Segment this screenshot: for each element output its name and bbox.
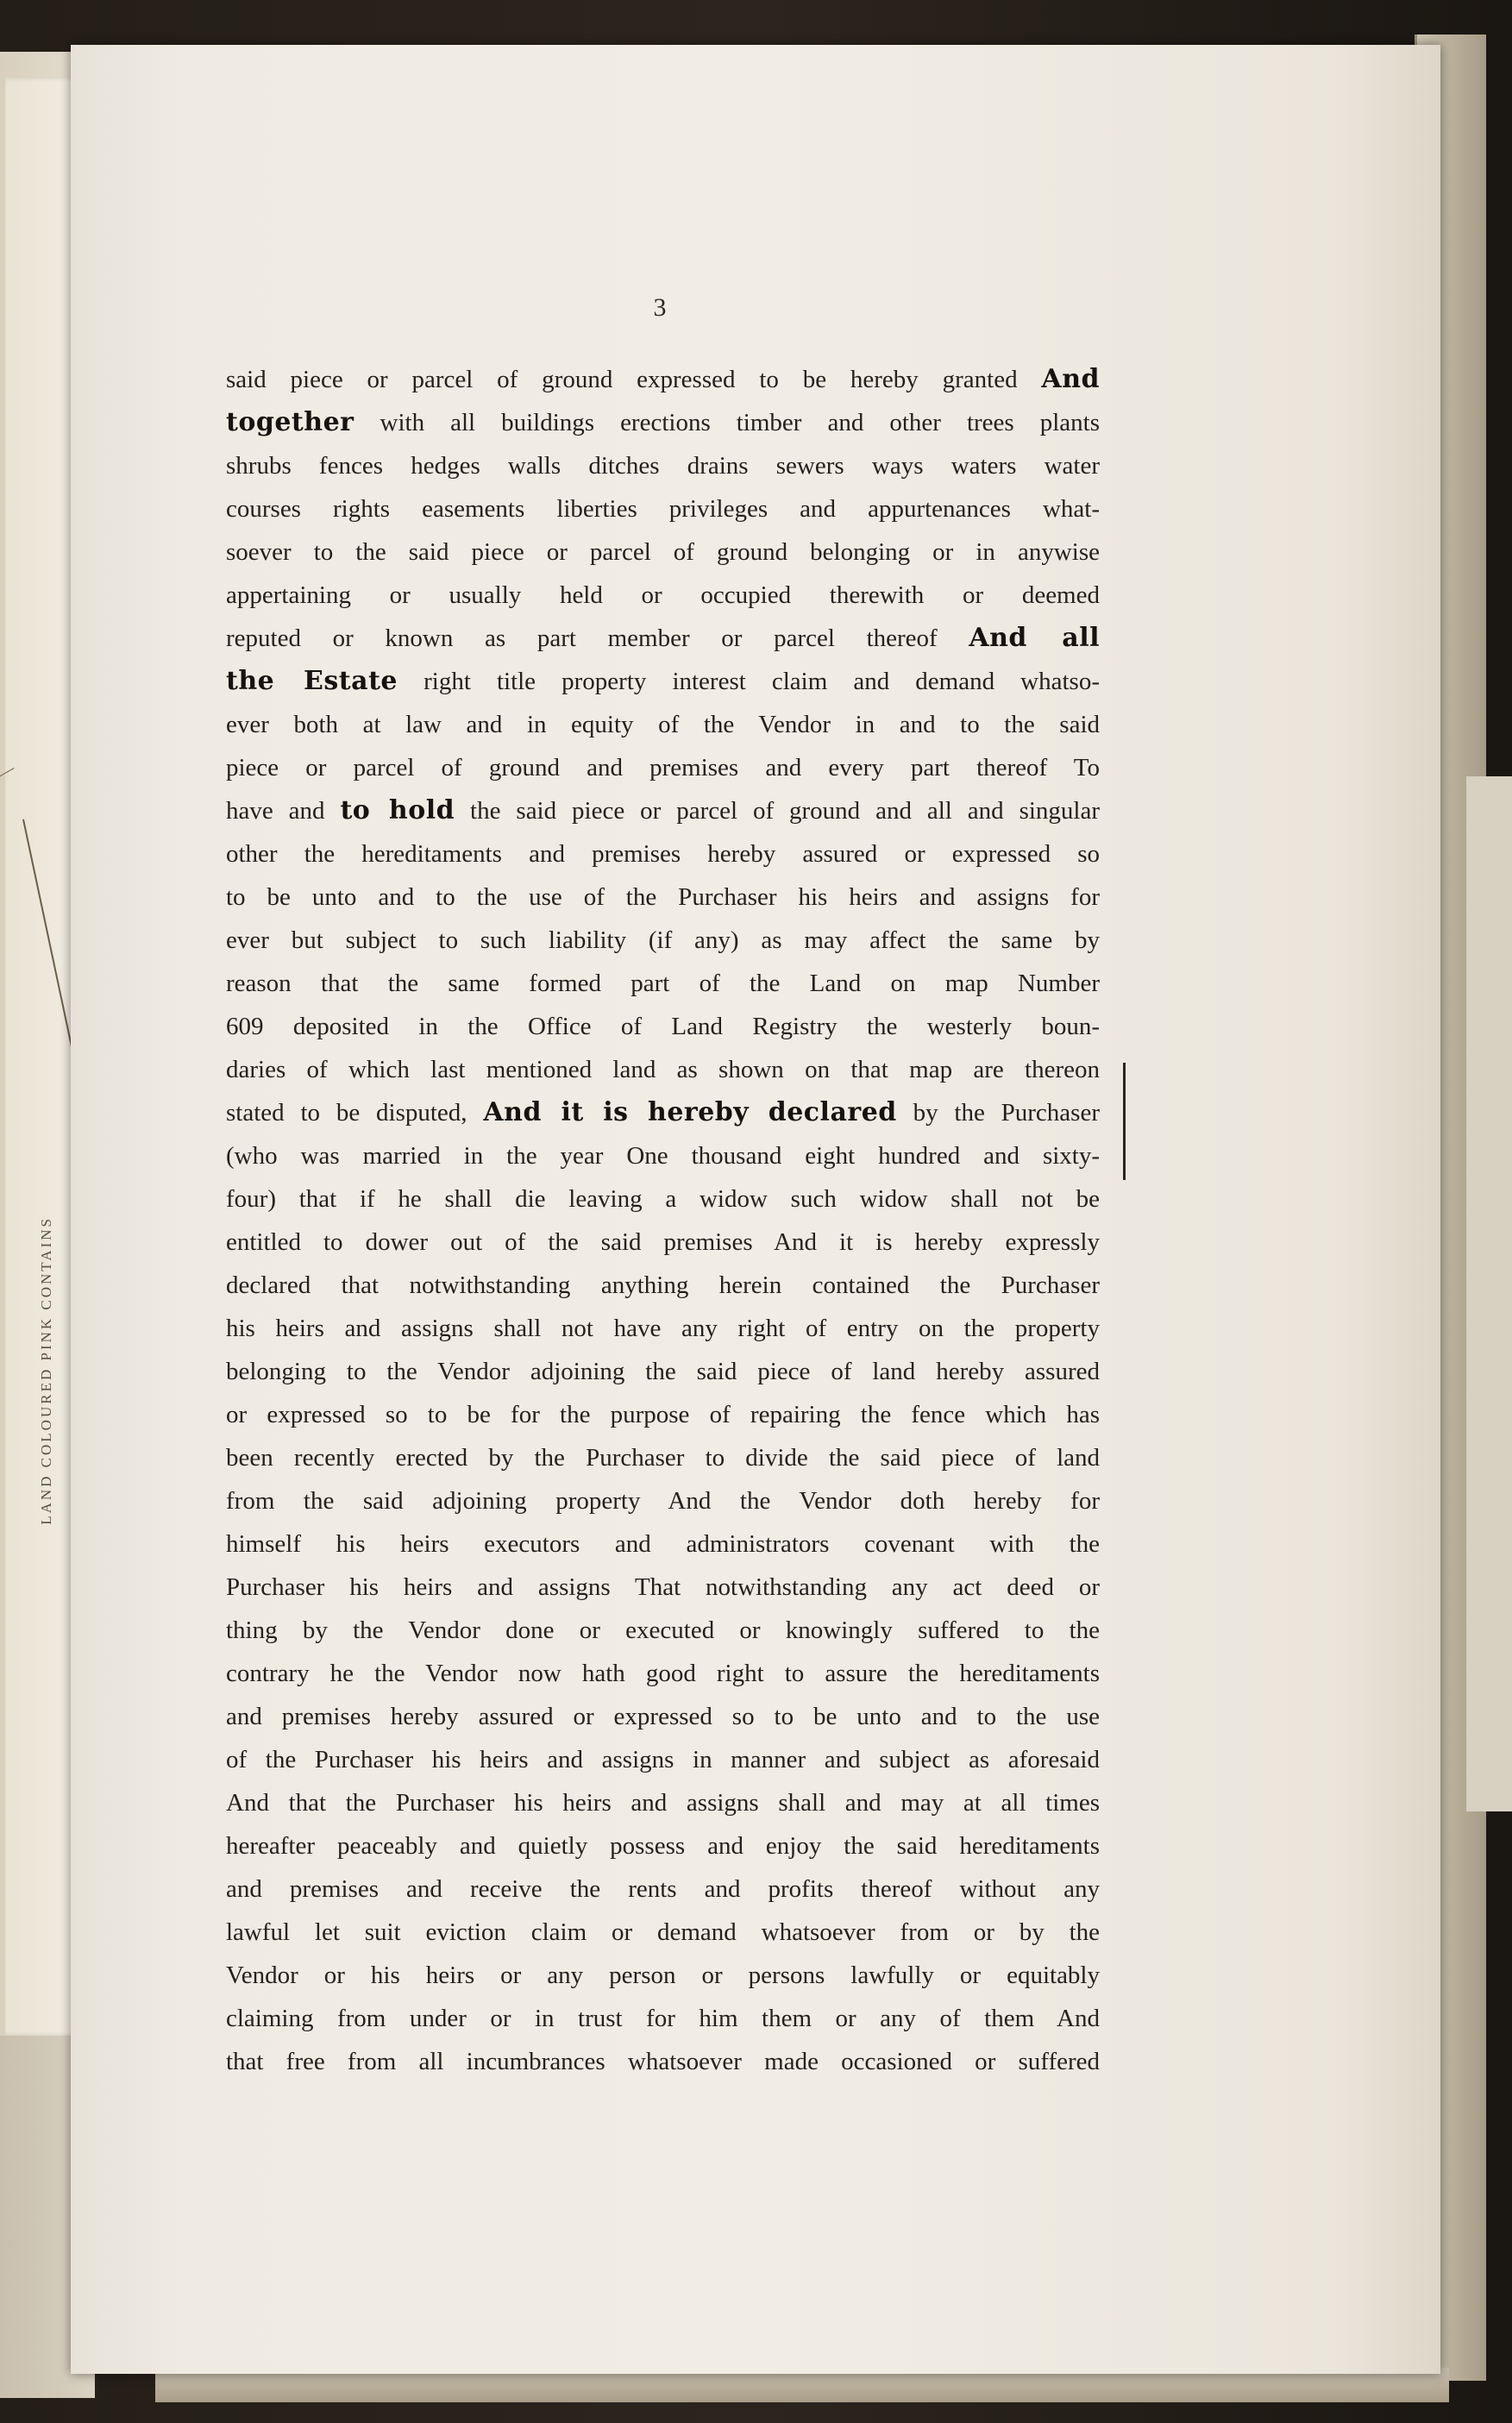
map-strip-label: LAND COLOURED PINK CONTAINS bbox=[38, 1216, 54, 1525]
text-run: entitled to dower out of the said premises And it is hereby expressly bbox=[226, 1228, 1100, 1256]
text-run: himself his heirs executors and administrators covenant with the bbox=[226, 1530, 1100, 1558]
text-line bbox=[226, 1566, 1100, 1609]
text-line bbox=[226, 1436, 1100, 1479]
text-run: appertaining or usually held or occupied therewith or deemed bbox=[226, 581, 1100, 609]
text-run: or expressed so to be for the purpose of repairing the fence which has bbox=[226, 1401, 1100, 1428]
text-line bbox=[226, 876, 1100, 919]
text-line bbox=[226, 962, 1100, 1005]
text-line bbox=[226, 746, 1100, 789]
text-run: And that the Purchaser his heirs and assigns shall and may at all times bbox=[226, 1789, 1100, 1817]
text-run: Purchaser his heirs and assigns That notwithstanding any act deed or bbox=[226, 1573, 1100, 1601]
text-line bbox=[226, 2040, 1100, 2083]
text-run: 609 deposited in the Office of Land Registry the westerly boun- bbox=[226, 1013, 1100, 1040]
text-line bbox=[226, 1824, 1100, 1867]
text-line bbox=[226, 1997, 1100, 2040]
text-line bbox=[226, 1350, 1100, 1393]
text-run: thing by the Vendor done or executed or knowingly suffered to the bbox=[226, 1616, 1100, 1644]
text-run: to be unto and to the use of the Purchaser his heirs and assigns for bbox=[226, 883, 1100, 911]
text-line bbox=[226, 617, 1100, 660]
margin-mark bbox=[1123, 1063, 1126, 1180]
text-run: said piece or parcel of ground expressed to be hereby granted bbox=[226, 366, 1042, 393]
blackletter-phrase: And it is hereby declared bbox=[483, 1097, 897, 1127]
text-run: four) that if he shall die leaving a widow such widow shall not be bbox=[226, 1185, 1100, 1213]
text-run: by the Purchaser bbox=[896, 1099, 1100, 1127]
text-run: (who was married in the year One thousand eight hundred and sixty- bbox=[226, 1142, 1100, 1170]
text-run: stated to be disputed, bbox=[226, 1099, 484, 1127]
text-line bbox=[226, 1867, 1100, 1911]
blackletter-phrase: together bbox=[226, 407, 354, 437]
text-line bbox=[226, 1393, 1100, 1436]
text-line bbox=[226, 1695, 1100, 1738]
text-line bbox=[226, 1781, 1100, 1824]
blackletter-phrase: And bbox=[1041, 364, 1100, 394]
blackletter-phrase: And all bbox=[969, 623, 1100, 653]
text-run: contrary he the Vendor now hath good right to assure the hereditaments bbox=[226, 1660, 1100, 1687]
text-run: the said piece or parcel of ground and all and singular bbox=[455, 797, 1100, 825]
text-line bbox=[226, 1522, 1100, 1566]
text-run: belonging to the Vendor adjoining the said piece of land hereby assured bbox=[226, 1358, 1100, 1385]
text-run: with all buildings erections timber and other trees plants bbox=[354, 409, 1100, 436]
text-run: from the said adjoining property And the Vendor doth hereby for bbox=[226, 1487, 1100, 1515]
text-line bbox=[226, 1005, 1100, 1048]
text-run: hereafter peaceably and quietly possess and enjoy the said hereditaments bbox=[226, 1832, 1100, 1860]
blackletter-phrase: to hold bbox=[340, 795, 455, 825]
blackletter-phrase: the Estate bbox=[226, 666, 398, 696]
text-run: shrubs fences hedges walls ditches drains sewers ways waters water bbox=[226, 452, 1100, 480]
text-run: been recently erected by the Purchaser to divide the said piece of land bbox=[226, 1444, 1100, 1472]
text-line bbox=[226, 789, 1100, 832]
text-run: lawful let suit eviction claim or demand whatsoever from or by the bbox=[226, 1918, 1100, 1946]
text-line bbox=[226, 358, 1100, 401]
text-line bbox=[226, 487, 1100, 530]
text-line bbox=[226, 1307, 1100, 1350]
text-run: Vendor or his heirs or any person or persons lawfully or equitably bbox=[226, 1962, 1100, 1989]
text-run: ever both at law and in equity of the Vendor in and to the said bbox=[226, 711, 1100, 738]
text-line bbox=[226, 1264, 1100, 1307]
text-line bbox=[226, 1048, 1100, 1091]
text-run: other the hereditaments and premises hereby assured or expressed so bbox=[226, 840, 1100, 868]
text-line bbox=[226, 1177, 1100, 1221]
text-line bbox=[226, 703, 1100, 746]
text-run: of the Purchaser his heirs and assigns in manner and subject as aforesaid bbox=[226, 1746, 1100, 1773]
text-line bbox=[226, 1221, 1100, 1264]
text-line bbox=[226, 1134, 1100, 1177]
text-line bbox=[226, 530, 1100, 574]
text-run: piece or parcel of ground and premises and every part thereof To bbox=[226, 754, 1100, 782]
text-run: courses rights easements liberties privileges and appurtenances what- bbox=[226, 495, 1100, 523]
text-run: and premises hereby assured or expressed so to be unto and to the use bbox=[226, 1703, 1100, 1730]
text-line bbox=[226, 1738, 1100, 1781]
text-run: ever but subject to such liability (if any) as may affect the same by bbox=[226, 926, 1100, 954]
text-run: declared that notwithstanding anything herein contained the Purchaser bbox=[226, 1271, 1100, 1299]
text-line bbox=[226, 1911, 1100, 1954]
text-run: his heirs and assigns shall not have any right of entry on the property bbox=[226, 1315, 1100, 1342]
text-run: that free from all incumbrances whatsoever made occasioned or suffered bbox=[226, 2048, 1100, 2075]
text-line bbox=[226, 1479, 1100, 1522]
text-line bbox=[226, 1609, 1100, 1652]
text-run: right title property interest claim and demand whatso- bbox=[398, 668, 1101, 695]
page-number: 3 bbox=[653, 293, 667, 322]
text-line bbox=[226, 919, 1100, 962]
text-line bbox=[226, 401, 1100, 444]
text-line bbox=[226, 1954, 1100, 1997]
page-edge-right-insert bbox=[1466, 776, 1512, 1811]
text-line bbox=[226, 660, 1100, 703]
text-line bbox=[226, 832, 1100, 876]
text-run: daries of which last mentioned land as shown on that map are thereon bbox=[226, 1056, 1100, 1083]
text-line bbox=[226, 1652, 1100, 1695]
text-run: reputed or known as part member or parcel thereof bbox=[226, 625, 969, 652]
text-line bbox=[226, 444, 1100, 487]
text-line bbox=[226, 574, 1100, 617]
text-run: claiming from under or in trust for him them or any of them And bbox=[226, 2005, 1100, 2032]
text-line bbox=[226, 1091, 1100, 1134]
text-run: have and bbox=[226, 797, 341, 825]
text-run: reason that the same formed part of the Land on map Number bbox=[226, 970, 1100, 997]
deed-body-text bbox=[226, 358, 1100, 2083]
text-run: soever to the said piece or parcel of ground belonging or in anywise bbox=[226, 538, 1100, 566]
text-run: and premises and receive the rents and profits thereof without any bbox=[226, 1875, 1100, 1903]
